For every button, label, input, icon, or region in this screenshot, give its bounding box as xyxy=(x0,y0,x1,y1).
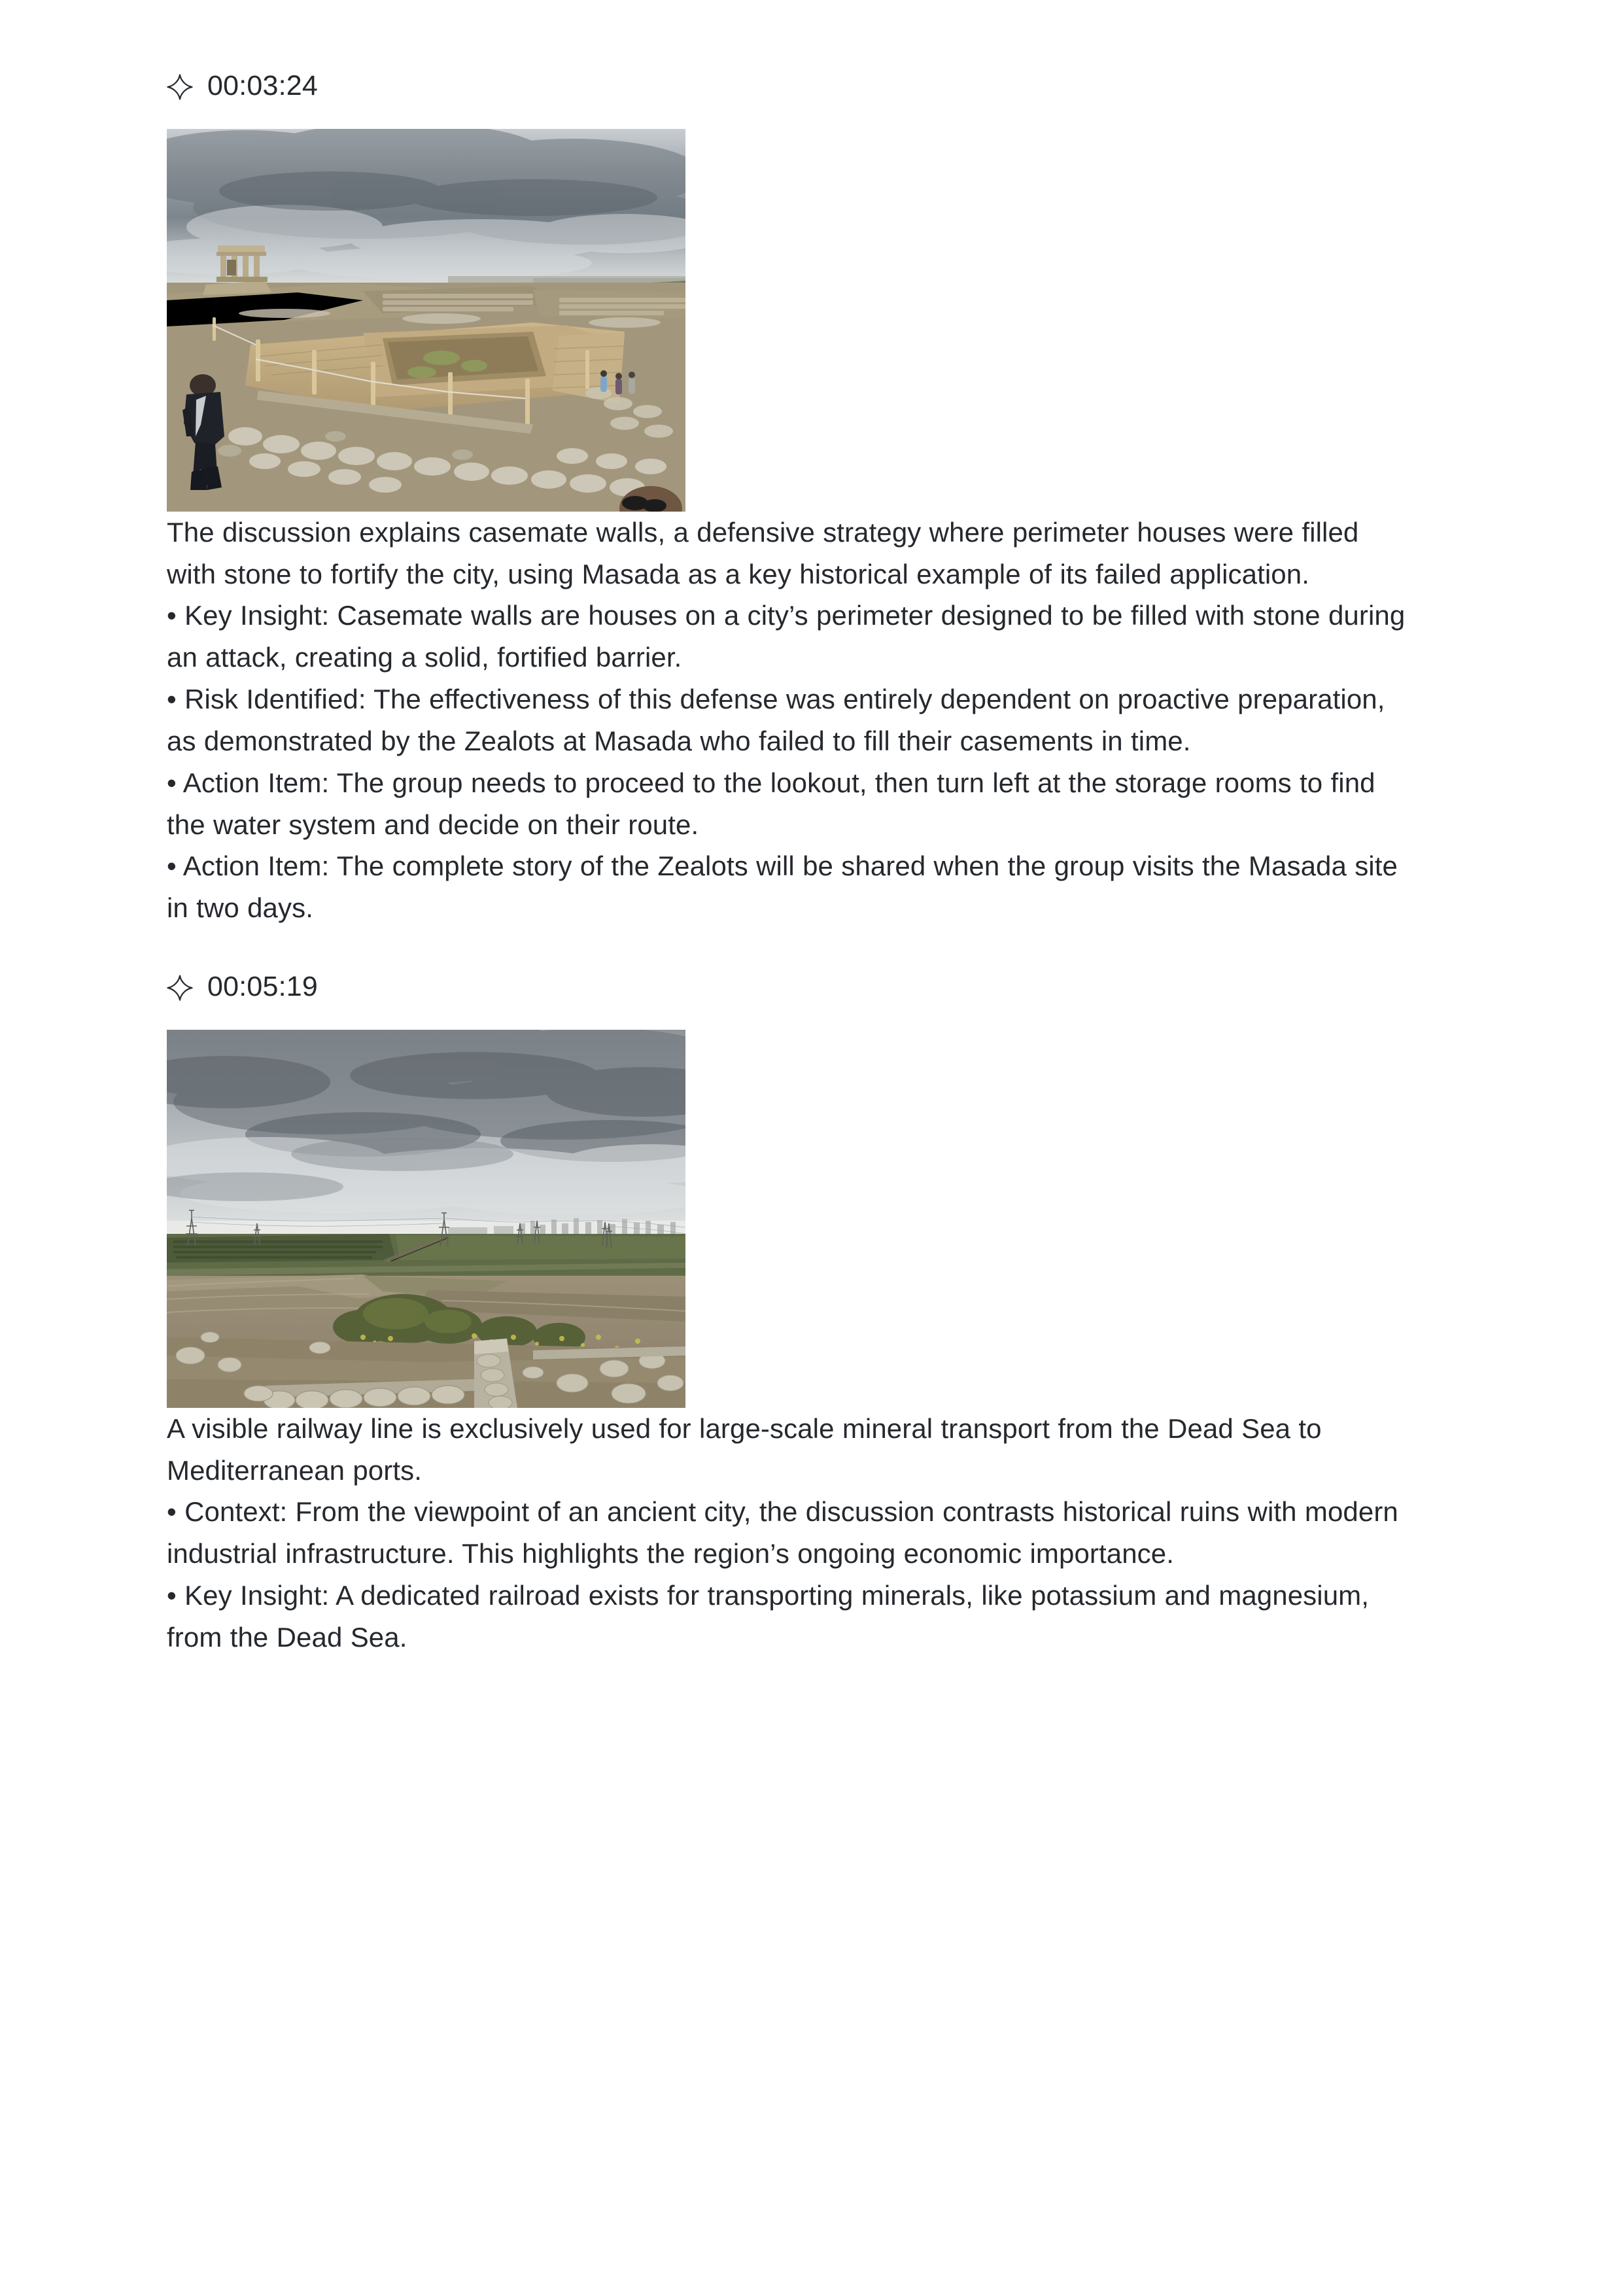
bullet-key-insight: • Key Insight: A dedicated railroad exists for transporting minerals, like potassium and magnesium, from the Dead Sea. xyxy=(167,1580,1370,1653)
timestamp-value: 00:05:19 xyxy=(207,971,318,1003)
transcript-section xyxy=(167,970,1406,1658)
bullet-key-insight: • Key Insight: Casemate walls are houses on a city’s perimeter designed to be filled with stone during an attack, creating a solid, fortified barrier. xyxy=(167,600,1406,673)
transcript-section xyxy=(167,69,1406,929)
document-body xyxy=(167,69,1406,1658)
sparkle-icon xyxy=(167,74,193,100)
timestamp-heading[interactable] xyxy=(167,970,1406,1005)
section-summary: A visible railway line is exclusively used for large-scale mineral transport from the Dead Sea to Mediterranean ports. xyxy=(167,1412,1322,1486)
bullet-action-item: • Action Item: The group needs to proceed to the lookout, then turn left at the storage rooms to find the water system and decide on their route. xyxy=(167,767,1375,840)
archaeological-excavation-image xyxy=(167,129,685,512)
section-summary: The discussion explains casemate walls, a defensive strategy where perimeter houses were filled with stone to fortify the city, using Masada as a key historical example of its failed application. xyxy=(167,516,1359,589)
sparkle-icon xyxy=(167,975,193,1001)
valley-landscape-image xyxy=(167,1030,685,1408)
bullet-action-item: • Action Item: The complete story of the Zealots will be shared when the group visits the Masada site in two days. xyxy=(167,850,1398,924)
archaeological-excavation-photo xyxy=(167,129,685,512)
valley-landscape-photo xyxy=(167,1030,685,1408)
timestamp-value: 00:03:24 xyxy=(207,70,318,101)
timestamp-heading[interactable] xyxy=(167,69,1406,104)
bullet-context: • Context: From the viewpoint of an ancient city, the discussion contrasts historical ruins with modern industrial infrastructure. This highlights the region’s ongoing economic importance. xyxy=(167,1496,1398,1569)
bullet-risk-identified: • Risk Identified: The effectiveness of this defense was entirely dependent on proactive preparation, as demonstrated by the Zealots at Masada who failed to fill their casements in time. xyxy=(167,684,1385,756)
